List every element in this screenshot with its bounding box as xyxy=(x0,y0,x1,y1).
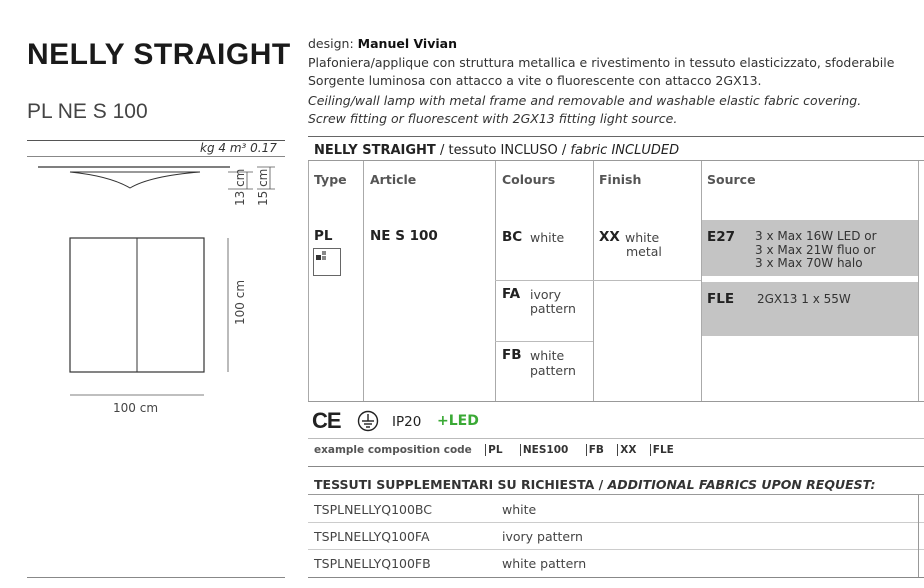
example-code-article: NES100 xyxy=(520,444,568,456)
header-finish: Finish xyxy=(599,172,642,187)
fabrics-title-it: TESSUTI SUPPLEMENTARI SU RICHIESTA / xyxy=(314,477,604,492)
colour-divider-1 xyxy=(495,280,593,281)
table-title-it: / tessuto INCLUSO / xyxy=(439,143,567,158)
col-sep-1 xyxy=(363,161,364,401)
fabric-name-2: ivory pattern xyxy=(502,529,583,544)
colour-divider-2 xyxy=(495,341,593,342)
weights-divider xyxy=(27,156,285,157)
left-bottom-divider xyxy=(27,577,285,578)
col-sep-4 xyxy=(701,161,702,401)
side-width-label: 100 cm xyxy=(113,401,159,415)
ce-mark: CE xyxy=(312,408,341,433)
source-desc-e27 xyxy=(755,230,877,271)
source-e27-line-1: 3 x Max 16W LED or xyxy=(755,229,877,243)
finish-name2: metal xyxy=(626,244,662,259)
header-article: Article xyxy=(370,172,417,187)
fabric-code-1: TSPLNELLYQ100BC xyxy=(314,502,433,517)
fabric-divider-1 xyxy=(308,522,924,523)
ceiling-type-icon xyxy=(313,248,341,276)
colour-name2-fa: pattern xyxy=(530,301,576,316)
source-e27-line-2: 3 x Max 21W fluo or xyxy=(755,242,876,257)
col-sep-2 xyxy=(495,161,496,401)
fabric-code-3: TSPLNELLYQ100FB xyxy=(314,556,431,571)
finish-name: white xyxy=(625,230,660,245)
fabric-divider-3 xyxy=(308,577,924,578)
colour-name-bc: white xyxy=(530,230,565,245)
ip-rating: IP20 xyxy=(392,414,422,430)
col-sep-5 xyxy=(918,161,919,401)
col-sep-3 xyxy=(593,161,594,401)
example-label: example composition code xyxy=(314,444,472,456)
designer-name: Manuel Vivian xyxy=(357,36,457,51)
finish-divider xyxy=(593,280,701,281)
example-code-finish: XX xyxy=(617,444,636,456)
col-sep-0 xyxy=(308,161,309,401)
source-fle-box xyxy=(702,282,918,336)
example-code-colour: FB xyxy=(586,444,604,456)
type-value: PL xyxy=(314,228,333,244)
height-inner-label: 13 cm xyxy=(233,168,247,206)
header-type: Type xyxy=(314,172,347,187)
description-it-1: Plafoniera/applique con struttura metallica e rivestimento in tessuto elasticizzato, sfoderabile xyxy=(308,55,895,70)
article-value: NE S 100 xyxy=(370,228,438,244)
fabric-name-3: white pattern xyxy=(502,556,587,571)
fabric-divider-2 xyxy=(308,549,924,550)
fabrics-right-edge xyxy=(918,495,919,577)
example-code-source: FLE xyxy=(650,444,674,456)
product-code: PL NE S 100 xyxy=(27,100,148,123)
colour-code-fa: FA xyxy=(502,286,521,302)
source-desc-fle: 2GX13 1 x 55W xyxy=(757,292,851,306)
table-bottom-divider xyxy=(308,401,924,402)
header-source: Source xyxy=(707,172,756,187)
description-en-1: Ceiling/wall lamp with metal frame and removable and washable elastic fabric covering. xyxy=(308,93,862,108)
example-composition xyxy=(314,444,674,456)
table-title-divider xyxy=(308,160,924,161)
table-top-divider xyxy=(308,136,924,137)
colour-name-fa: ivory xyxy=(530,287,562,302)
design-credit xyxy=(308,36,457,51)
source-code-e27: E27 xyxy=(707,229,736,245)
product-name: NELLY STRAIGHT xyxy=(27,38,291,71)
fabrics-title xyxy=(314,477,876,492)
fabrics-title-divider xyxy=(308,494,924,495)
example-divider xyxy=(308,466,924,467)
description-en-2: Screw fitting or fluorescent with 2GX13 fitting light source. xyxy=(308,111,678,126)
colour-code-fb: FB xyxy=(502,347,522,363)
table-title xyxy=(314,143,679,158)
description-it-2: Sorgente luminosa con attacco a vite o fluorescente con attacco 2GX13. xyxy=(308,73,762,88)
finish-code: XX xyxy=(599,229,620,245)
weights-label: kg 4 m³ 0.17 xyxy=(200,141,277,155)
colour-name2-fb: pattern xyxy=(530,363,576,378)
fabric-name-1: white xyxy=(502,502,537,517)
colour-name-fb: white xyxy=(530,348,565,363)
design-label: design: xyxy=(308,36,354,51)
colour-code-bc: BC xyxy=(502,229,523,245)
example-code-type: PL xyxy=(485,444,502,456)
led-badge: +LED xyxy=(437,413,479,429)
ground-icon xyxy=(357,410,379,432)
fabric-code-2: TSPLNELLYQ100FA xyxy=(314,529,430,544)
side-height-label: 100 cm xyxy=(233,279,247,325)
lamp-drawing xyxy=(30,160,290,580)
table-title-en: fabric INCLUDED xyxy=(570,143,680,158)
height-outer-label: 15 cm xyxy=(256,168,270,206)
header-colours: Colours xyxy=(502,172,556,187)
cert-divider xyxy=(308,438,924,439)
source-e27-line-3: 3 x Max 70W halo xyxy=(755,256,863,270)
table-title-name: NELLY STRAIGHT xyxy=(314,143,436,158)
fabrics-title-en: ADDITIONAL FABRICS UPON REQUEST: xyxy=(607,477,876,492)
source-code-fle: FLE xyxy=(707,291,735,307)
